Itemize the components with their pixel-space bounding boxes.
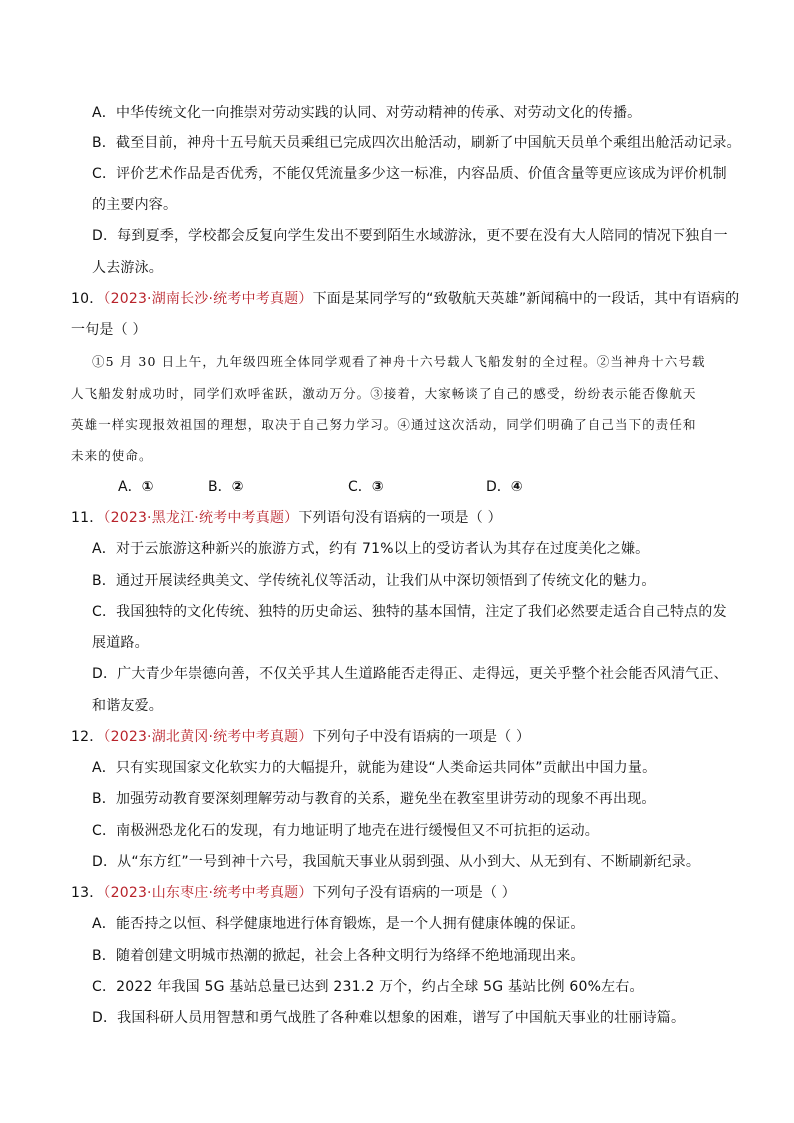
q11-option-d: D．广大青少年崇德向善，不仅关乎其人生道路能否走得正、走得远，更关乎整个社会能否风清气正、 [92, 666, 728, 682]
q10-choice-a[interactable] [118, 477, 153, 497]
q10-choice-d[interactable] [486, 477, 523, 497]
question-source: （2023·湖北黄冈·统考中考真题） [103, 729, 313, 745]
q9-option-a: A．中华传统文化一向推崇对劳动实践的认同、对劳动精神的传承、对劳动文化的传播。 [92, 105, 642, 121]
choice-mark: ② [231, 479, 244, 495]
question-number: 12． [71, 729, 104, 745]
question-number: 11． [71, 510, 104, 526]
question-11-stem [71, 508, 502, 528]
q12-option-b: B．加强劳动教育要深刻理解劳动与教育的关系，避免坐在教室里讲劳动的现象不再出现。 [92, 791, 656, 807]
question-text: 下列句子没有语病的一项是（ ） [312, 885, 517, 901]
q11-option-b: B．通过开展读经典美文、学传统礼仪等活动，让我们从中深切领悟到了传统文化的魅力。 [92, 573, 656, 589]
choice-letter: A． [118, 479, 142, 495]
question-text: 下列语句没有语病的一项是（ ） [298, 510, 502, 526]
q10-passage-line: 英雄一样实现报效祖国的理想，取决于自己努力学习。④通过这次活动，同学们明确了自己当下的责任和 [71, 417, 697, 432]
q13-option-a: A．能否持之以恒、科学健康地进行体育锻炼，是一个人拥有健康体魄的保证。 [92, 916, 585, 932]
q13-option-c: C．2022 年我国 5G 基站总量已达到 231.2 万个，约占全球 5G 基站比例 60%左右。 [92, 979, 644, 995]
question-source: （2023·湖南长沙·统考中考真题） [103, 291, 313, 307]
q11-option-a: A．对于云旅游这种新兴的旅游方式，约有 71%以上的受访者认为其存在过度美化之嫌。 [92, 541, 650, 557]
q9-option-d-cont: 人去游泳。 [92, 260, 163, 276]
question-text: 下面是某同学写的“致敬航天英雄”新闻稿中的一段话，其中有语病的 [312, 291, 740, 307]
choice-letter: C． [348, 479, 372, 495]
question-12-stem [71, 727, 530, 747]
question-13-stem [71, 883, 516, 903]
question-source: （2023·黑龙江·统考中考真题） [103, 510, 299, 526]
q13-option-d: D．我国科研人员用智慧和勇气战胜了各种难以想象的困难，谱写了中国航天事业的壮丽诗篇。 [92, 1010, 686, 1026]
q9-option-d: D．每到夏季，学校都会反复向学生发出不要到陌生水域游泳，更不要在没有大人陪同的情况下独自一 [92, 228, 728, 244]
q10-passage-line: 未来的使命。 [71, 448, 153, 463]
q11-option-c: C．我国独特的文化传统、独特的历史命运、独特的基本国情，注定了我们必然要走适合自己特点的发 [92, 604, 727, 620]
q11-option-d-cont: 和谐友爱。 [92, 698, 163, 714]
q10-passage-line: ①5 月 30 日上午，九年级四班全体同学观看了神舟十六号载人飞船发射的全过程。②当神舟十六号载 [92, 354, 706, 369]
q10-choice-b[interactable] [208, 477, 243, 497]
q12-option-c: C．南极洲恐龙化石的发现，有力地证明了地壳在进行缓慢但又不可抗拒的运动。 [92, 823, 599, 839]
choice-mark: ① [141, 479, 154, 495]
question-10-stem [71, 289, 739, 309]
q9-option-c-cont: 的主要内容。 [92, 197, 178, 213]
choice-letter: B． [208, 479, 232, 495]
question-text: 下列句子中没有语病的一项是（ ） [312, 729, 531, 745]
choice-mark: ④ [510, 479, 523, 495]
q13-option-b: B．随着创建文明城市热潮的掀起，社会上各种文明行为络绎不绝地涌现出来。 [92, 948, 585, 964]
q9-option-c: C．评价艺术作品是否优秀，不能仅凭流量多少这一标准，内容品质、价值含量等更应该成为评价机制 [92, 166, 727, 182]
q10-passage-line: 人飞船发射成功时，同学们欢呼雀跃，激动万分。③接着，大家畅谈了自己的感受，纷纷表示能否像航天 [71, 386, 697, 401]
q10-choice-c[interactable] [348, 477, 384, 497]
choice-letter: D． [486, 479, 511, 495]
question-source: （2023·山东枣庄·统考中考真题） [103, 885, 313, 901]
question-number: 10． [71, 291, 104, 307]
q9-option-b: B．截至目前，神舟十五号航天员乘组已完成四次出舱活动，刷新了中国航天员单个乘组出舱活动记录。 [92, 135, 741, 151]
q12-option-d: D．从“东方红”一号到神十六号，我国航天事业从弱到强、从小到大、从无到有、不断刷新纪录。 [92, 854, 701, 870]
choice-mark: ③ [371, 479, 384, 495]
question-number: 13． [71, 885, 104, 901]
q11-option-c-cont: 展道路。 [92, 635, 149, 651]
q12-option-a: A．只有实现国家文化软实力的大幅提升，就能为建设“人类命运共同体”贡献出中国力量。 [92, 760, 657, 776]
question-10-stem-cont: 一句是（ ） [71, 322, 147, 338]
